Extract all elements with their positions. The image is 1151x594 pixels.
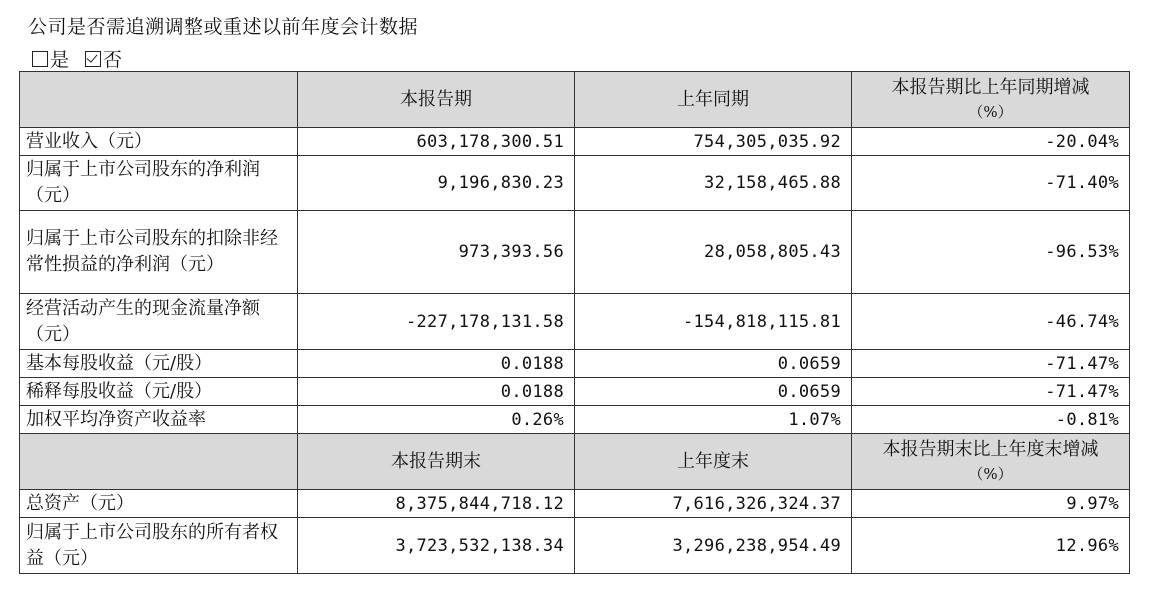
table2-header-row (20, 434, 1130, 490)
row-label: 加权平均净资产收益率 (20, 406, 298, 434)
current-value: 0.26% (298, 406, 575, 434)
previous-value: 7,616,326,324.37 (575, 490, 852, 518)
previous-value: 1.07% (575, 406, 852, 434)
change-value: -71.47% (852, 378, 1130, 406)
change-value: -96.53% (852, 211, 1130, 294)
change-value: 9.97% (852, 490, 1130, 518)
col-previous-period: 上年同期 (575, 72, 852, 128)
change-value: -46.74% (852, 294, 1130, 350)
table-row (20, 211, 1130, 294)
col-change-label: 本报告期比上年同期增减 (891, 76, 1090, 98)
col-change-unit: （%） (968, 102, 1013, 121)
header-blank-cell (20, 72, 298, 128)
restatement-options (32, 45, 132, 72)
option-no-label: 否 (103, 49, 123, 71)
table-row (20, 518, 1130, 574)
table-row (20, 378, 1130, 406)
col-prior-year-end: 上年度末 (575, 434, 852, 490)
previous-value: -154,818,115.81 (575, 294, 852, 350)
table-row (20, 406, 1130, 434)
section-title: 公司是否需追溯调整或重述以前年度会计数据 (28, 16, 419, 38)
current-value: 603,178,300.51 (298, 128, 575, 156)
row-label: 经营活动产生的现金流量净额（元） (20, 294, 298, 350)
table-row (20, 350, 1130, 378)
table-row (20, 294, 1130, 350)
current-value: 8,375,844,718.12 (298, 490, 575, 518)
current-value: 3,723,532,138.34 (298, 518, 575, 574)
table-row (20, 156, 1130, 211)
col-change (852, 72, 1130, 128)
previous-value: 0.0659 (575, 350, 852, 378)
table-row (20, 128, 1130, 156)
checkbox-unchecked-icon[interactable] (32, 51, 48, 67)
previous-value: 28,058,805.43 (575, 211, 852, 294)
row-label: 基本每股收益（元/股） (20, 350, 298, 378)
col-change (852, 434, 1130, 490)
row-label: 归属于上市公司股东的所有者权益（元） (20, 518, 298, 574)
option-no[interactable] (85, 45, 122, 72)
option-yes[interactable] (32, 45, 69, 72)
previous-value: 32,158,465.88 (575, 156, 852, 211)
previous-value: 0.0659 (575, 378, 852, 406)
col-change-unit: （%） (968, 464, 1013, 483)
change-value: -0.81% (852, 406, 1130, 434)
checkbox-checked-icon[interactable] (85, 51, 101, 67)
current-value: 9,196,830.23 (298, 156, 575, 211)
col-period-end: 本报告期末 (298, 434, 575, 490)
current-value: 0.0188 (298, 350, 575, 378)
previous-value: 754,305,035.92 (575, 128, 852, 156)
row-label: 归属于上市公司股东的净利润（元） (20, 156, 298, 211)
row-label: 稀释每股收益（元/股） (20, 378, 298, 406)
change-value: 12.96% (852, 518, 1130, 574)
table1-header-row (20, 72, 1130, 128)
financial-data-table (19, 71, 1130, 574)
current-value: 0.0188 (298, 378, 575, 406)
row-label: 营业收入（元） (20, 128, 298, 156)
header-blank-cell (20, 434, 298, 490)
change-value: -71.47% (852, 350, 1130, 378)
previous-value: 3,296,238,954.49 (575, 518, 852, 574)
row-label: 总资产（元） (20, 490, 298, 518)
current-value: 973,393.56 (298, 211, 575, 294)
option-yes-label: 是 (50, 49, 70, 71)
change-value: -71.40% (852, 156, 1130, 211)
table-row (20, 490, 1130, 518)
current-value: -227,178,131.58 (298, 294, 575, 350)
col-change-label: 本报告期末比上年度末增减 (882, 438, 1099, 460)
col-current-period: 本报告期 (298, 72, 575, 128)
row-label: 归属于上市公司股东的扣除非经常性损益的净利润（元） (20, 211, 298, 294)
change-value: -20.04% (852, 128, 1130, 156)
